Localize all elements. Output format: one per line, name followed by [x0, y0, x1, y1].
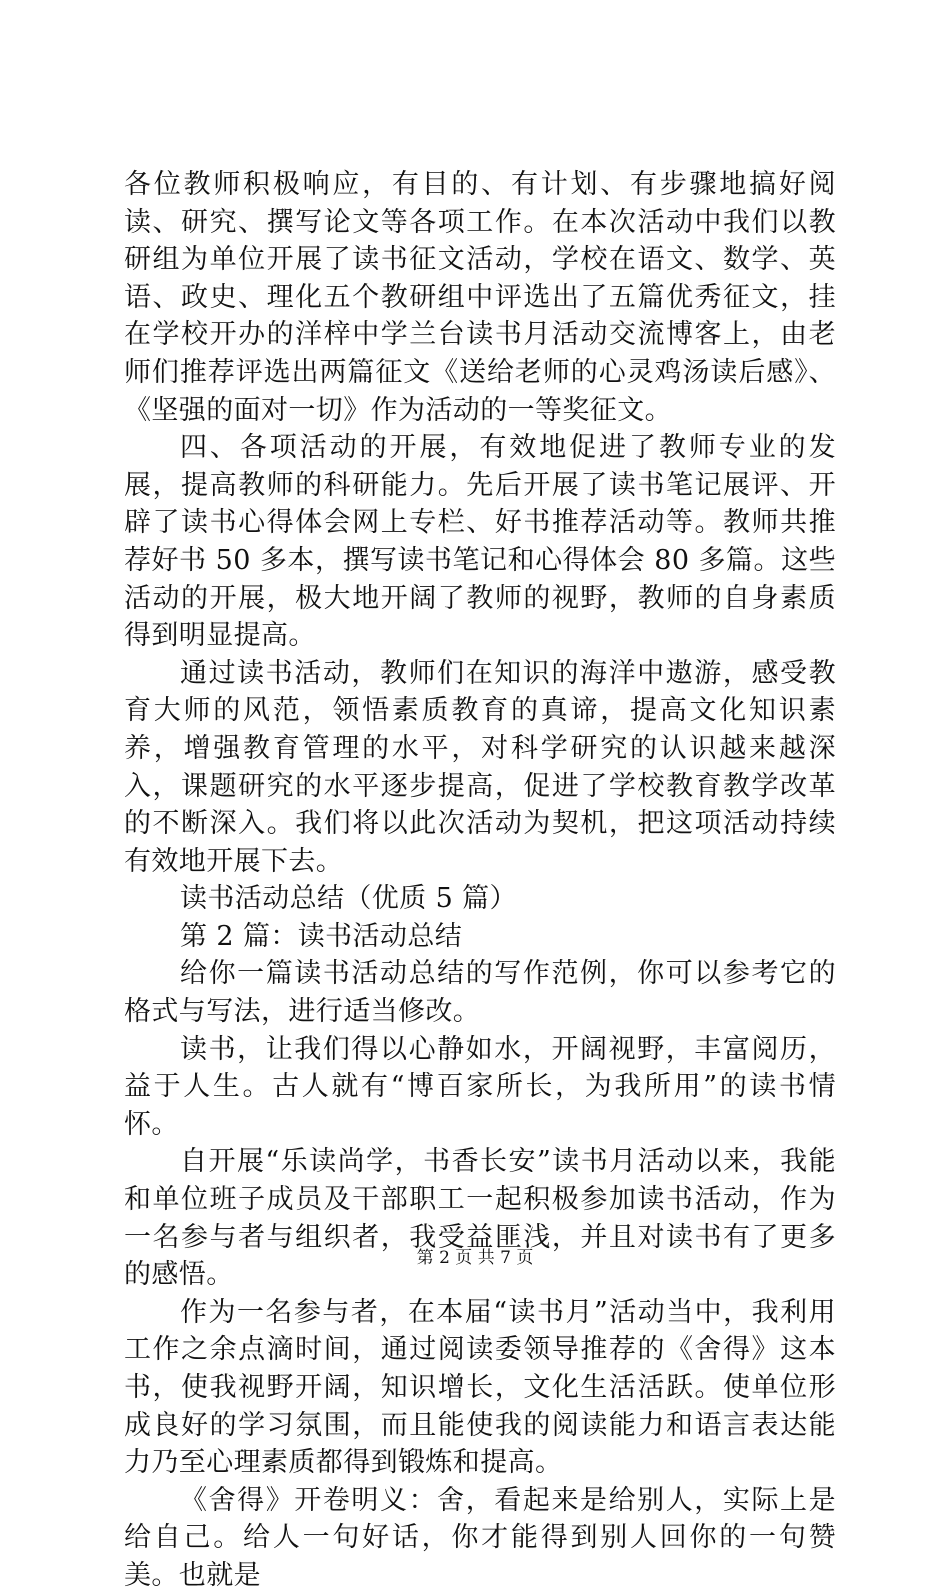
chapter-heading: 第 2 篇：读书活动总结 [180, 920, 463, 952]
document-body [124, 166, 836, 1595]
paragraph-4: 给你一篇读书活动总结的写作范例，你可以参考它的格式与写法，进行适当修改。 [124, 958, 836, 1028]
paragraph-5: 读书，让我们得以心静如水，开阔视野，丰富阅历，益于人生。古人就有“博百家所长，为我所用”的读书情怀。 [124, 1033, 836, 1140]
paragraph-1: 各位教师积极响应，有目的、有计划、有步骤地搞好阅读、研究、撰写论文等各项工作。在本次活动中我们以教研组为单位开展了读书征文活动，学校在语文、数学、英语、政史、理化五个教研组中评选出了五篇优秀征文，挂在学校开办的洋梓中学兰台读书月活动交流博客上，由老师们推荐评选出两篇征文《送给老师的心灵鸡汤读后感》、《坚强的面对一切》作为活动的一等奖征文。 [124, 169, 836, 426]
paragraph-2: 四、各项活动的开展，有效地促进了教师专业的发展，提高教师的科研能力。先后开展了读书笔记展评、开辟了读书心得体会网上专栏、好书推荐活动等。教师共推荐好书 50 多本，撰写读书笔记和心得体会 80 多篇。这些活动的开展，极大地开阔了教师的视野，教师的自身素质得到明显提高。 [124, 432, 836, 652]
section-title: 读书活动总结（优质 5 篇） [180, 883, 517, 915]
page-number-footer: 第 2 页 共 7 页 [416, 1248, 534, 1268]
paragraph-7: 作为一名参与者，在本届“读书月”活动当中，我利用工作之余点滴时间，通过阅读委领导推荐的《舍得》这本书，使我视野开阔，知识增长，文化生活活跃。使单位形成良好的学习氛围，而且能使我的阅读能力和语言表达能力乃至心理素质都得到锻炼和提高。 [124, 1296, 836, 1479]
paragraph-3: 通过读书活动，教师们在知识的海洋中遨游，感受教育大师的风范，领悟素质教育的真谛，提高文化知识素养，增强教育管理的水平，对科学研究的认识越来越深入，课题研究的水平逐步提高，促进了学校教育教学改革的不断深入。我们将以此次活动为契机，把这项活动持续有效地开展下去。 [124, 657, 836, 877]
paragraph-8: 《舍得》开卷明义：舍，看起来是给别人，实际上是给自己。给人一句好话，你才能得到别人回你的一句赞美。也就是 [124, 1484, 836, 1591]
paragraph-6: 自开展“乐读尚学，书香长安”读书月活动以来，我能和单位班子成员及干部职工一起积极参加读书活动，作为一名参与者与组织者，我受益匪浅，并且对读书有了更多的感悟。 [124, 1146, 836, 1291]
